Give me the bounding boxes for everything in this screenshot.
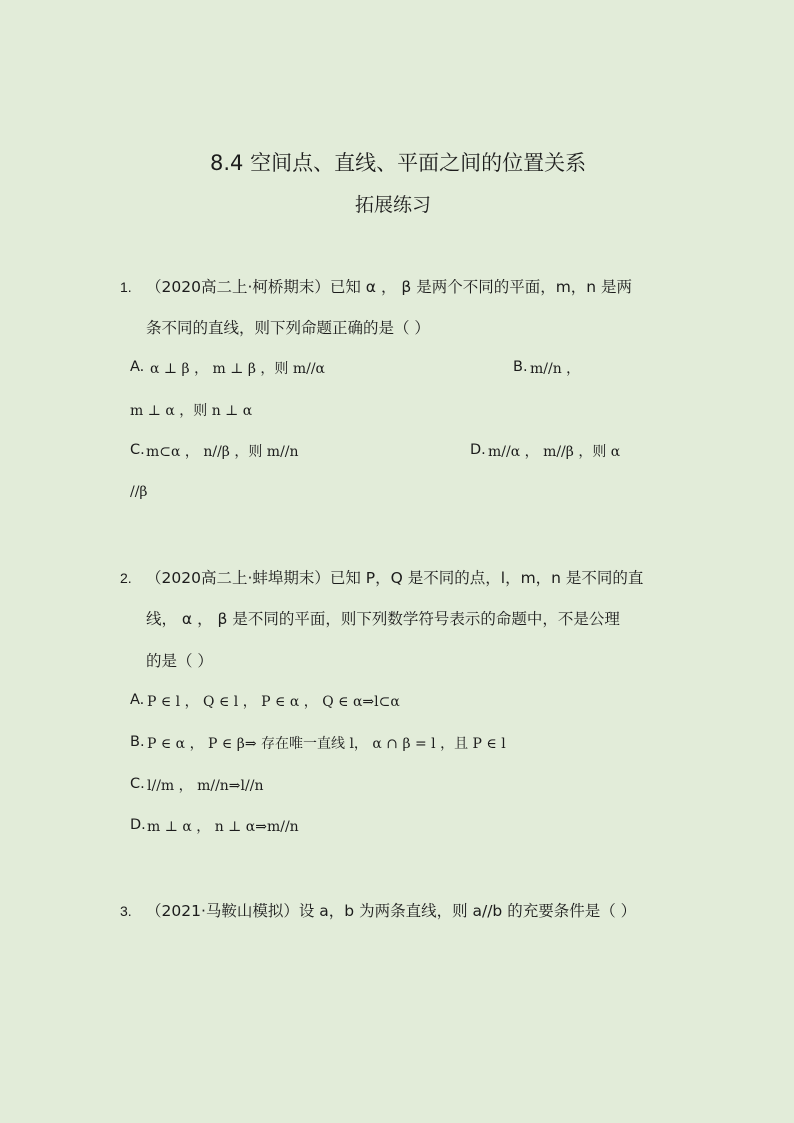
- option-text-a: P ∈ l ， Q ∈ l ， P ∈ α ， Q ∈ α⇒l⊂α: [147, 694, 400, 710]
- option-text-b: P ∈ α ， P ∈ β⇒ 存在唯一直线 l， α ∩ β = l ，且 P ∈ l: [147, 736, 506, 752]
- option-label-b: B.: [130, 734, 145, 750]
- option-text-d: m//α ， m//β ，则 α: [488, 444, 621, 460]
- question-stem-line: 线， α ， β 是不同的平面，则下列数学符号表示的命题中，不是公理: [146, 610, 620, 628]
- option-label-a: A.: [130, 359, 145, 375]
- question-stem-line: 的是（ ）: [146, 652, 213, 670]
- option-label-a: A.: [130, 692, 145, 708]
- question-number: 1.: [120, 279, 132, 295]
- question-number: 2.: [120, 570, 132, 586]
- option-text-d-continued: //β: [130, 484, 148, 500]
- option-label-b: B.: [513, 359, 528, 375]
- option-text-d: m ⊥ α ， n ⊥ α⇒m//n: [147, 819, 299, 835]
- option-text-c: m⊂α ， n//β ，则 m//n: [146, 444, 299, 460]
- option-text-b: m//n ，: [530, 361, 581, 377]
- question-stem-line: 条不同的直线，则下列命题正确的是（ ）: [146, 319, 430, 337]
- option-label-d: D.: [130, 817, 146, 833]
- question-number: 3.: [120, 903, 132, 919]
- option-label-c: C.: [130, 442, 145, 458]
- question-stem-line: （2020高二上·蚌埠期末）已知 P，Q 是不同的点，l，m，n 是不同的直: [146, 569, 644, 587]
- question-stem-line: （2021·马鞍山模拟）设 a，b 为两条直线，则 a//b 的充要条件是（ ）: [146, 902, 637, 920]
- option-text-b-continued: m ⊥ α ，则 n ⊥ α: [130, 403, 253, 419]
- question-stem-line: （2020高二上·柯桥期末）已知 α ， β 是两个不同的平面，m，n 是两: [146, 278, 633, 296]
- option-label-d: D.: [470, 442, 486, 458]
- page-subtitle: 拓展练习: [355, 194, 432, 216]
- option-text-a: α ⊥ β ， m ⊥ β ，则 m//α: [150, 361, 326, 377]
- option-text-c: l//m ， m//n⇒l//n: [147, 778, 264, 794]
- option-label-c: C.: [130, 776, 145, 792]
- page-title: 8.4 空间点、直线、平面之间的位置关系: [210, 151, 587, 175]
